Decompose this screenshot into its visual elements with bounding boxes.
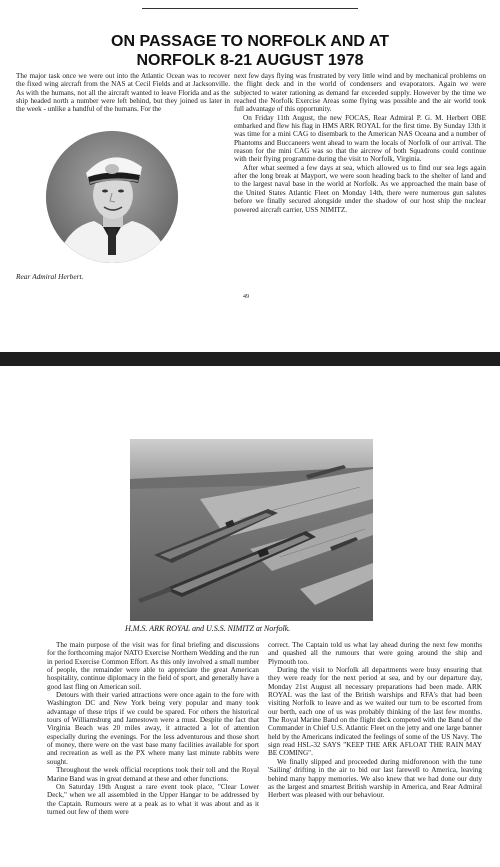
title-line-1: ON PASSAGE TO NORFOLK AND AT [111, 33, 389, 50]
page-divider [0, 352, 500, 366]
left-column [16, 72, 230, 114]
page-number: 49 [243, 294, 249, 300]
body-paragraph: We finally slipped and proceeded during midforenoon with the tune 'Sailing' drifting in the air to bid our last farewell to America, leaving behind many happy memories. We also knew that we had done our duty as the largest and smartest British warship in America, and Rear Admiral Herbert was pleased with our behaviour. [268, 757, 482, 800]
document-page-49 [0, 0, 500, 352]
header-rule [142, 8, 358, 9]
body-paragraph: The major task once we were out into the Atlantic Ocean was to recover the fixed wing aircraft from the NAS at Cecil Fields and at Jacksonville. As with the humans, not all the aircraft wanted to leave Florida and as the ship headed north a number were left behind, but they joined us later in the week - unlike a handful of the humans. For the [16, 72, 230, 114]
body-paragraph: On Friday 11th August, the new FOCAS, Rear Admiral P. G. M. Herbert OBE embarked and flew his flag in HMS ARK ROYAL for the first time. By Sunday 13th it was time for a mini CAG to disembark to the American NAS Oceana and a number of Phantoms and Buccaneers went ahead to warn the locals of Norfolk of our arrival. The reason for the mini CAG was so that the aircrew of both Squadrons could continue with their flying programme during the visit to Norfolk, Virginia. [234, 113, 486, 164]
page-title [0, 32, 500, 70]
right-column [234, 72, 486, 214]
body-paragraph: Detours with their varied attractions were once again to the fore with Washington DC and New York being very popular and many took advantage of these trips if we could be spared. For others the historical tours of Williamsburg and Jamestown were a must. Despite the fact that Virginia Beach was 20 miles away, it attracted a lot of attention especially during the evenings. For the less adventurous and those short of money, there were on the vast base many facilities available for sport and recreation as well as the PX where many last minute rabbits were sought. [47, 691, 259, 766]
body-paragraph: After what seemed a few days at sea, which allowed us to find our sea legs again after the long break at Mayport, we were soon heading back to the shelter of land and to the largest naval base in the world at Norfolk. As we approached the main base of the United States Atlantic Fleet on Monday 14th, there were numerous gun salutes before we finally secured alongside under the shadow of our host ship the nuclear powered aircraft carrier, USS NIMITZ. [234, 163, 486, 214]
body-paragraph: correct. The Captain told us what lay ahead during the next few months and quashed all the rumours that were going around the ship and Plymouth too. [268, 641, 482, 666]
body-paragraph: On Saturday 19th August a rare event took place, "Clear Lower Deck," when we all assembled in the Upper Hangar to be addressed by the Captain. Rumours were at a peak as to what it was about and as it turned out few of them were [47, 782, 259, 816]
rear-admiral-portrait [46, 131, 178, 263]
right-column [268, 641, 482, 800]
left-column [47, 641, 259, 816]
body-paragraph: next few days flying was frustrated by very little wind and by mechanical problems on the flight deck and in the world of condensers and evaporators. Again we were subjected to water rationing as demand far exceeded supply. However by the time we reached the Norfolk Exercise Areas some flying was possible and the air world took full advantage of this opportunity. [234, 72, 486, 114]
body-paragraph: During the visit to Norfolk all departments were busy ensuring that they were ready for the next period at sea, and by our departure day, Monday 21st August all necessary preparations had been made. ARK ROYAL was the last of the British warships and RFA's that had been visiting Norfolk to leave and as we waited our turn to be escorted from our berth, each one of us was probably thinking of the last few months. The Royal Marine Band on the flight deck competed with the Band of the Commander in Chief U.S. Atlantic Fleet on the jetty and one large banner held by the Americans indicated the feelings of some of the US Navy. The sign read HSL-32 SAYS "KEEP THE ARK AFLOAT THE RAIN MAY BE COMING". [268, 666, 482, 758]
aerial-ships-photo [130, 439, 373, 621]
portrait-caption: Rear Admiral Herbert. [16, 272, 84, 281]
document-page-50 [0, 366, 500, 867]
body-paragraph: The main purpose of the visit was for final briefing and discussions for the forthcoming major NATO Exercise Northern Wedding and the run in period Exercise Common Effort. As this only involved a small number of people, the remainder were able to appreciate the great American hospitality, continue diplomacy in the field of sport, and generally have a good last fling on American soil. [47, 641, 259, 691]
title-line-2: NORFOLK 8-21 AUGUST 1978 [136, 52, 364, 69]
photo-caption: H.M.S. ARK ROYAL and U.S.S. NIMITZ at Norfolk. [125, 624, 291, 633]
body-paragraph: Throughout the week official receptions took their toll and the Royal Marine Band was in great demand at these and other functions. [47, 766, 259, 783]
